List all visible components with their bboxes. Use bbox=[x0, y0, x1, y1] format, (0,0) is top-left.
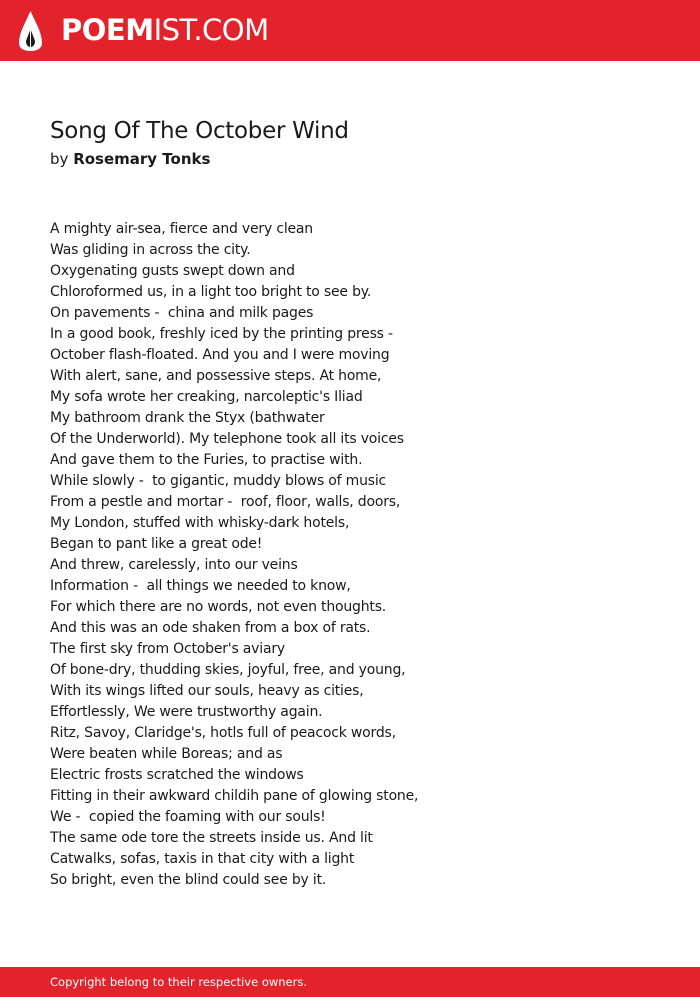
poem-line: Of bone-dry, thudding skies, joyful, free, and young, bbox=[50, 662, 406, 678]
poem-line: My bathroom drank the Styx (bathwater bbox=[50, 410, 325, 426]
poem-line: In a good book, freshly iced by the printing press - bbox=[50, 326, 393, 342]
poem-line: The same ode tore the streets inside us. And lit bbox=[50, 830, 373, 846]
poem-line: Of the Underworld). My telephone took all its voices bbox=[50, 431, 404, 447]
poem-line: Catwalks, sofas, taxis in that city with a light bbox=[50, 851, 355, 867]
byline-label: by bbox=[50, 150, 69, 168]
poem-line: Ritz, Savoy, Claridge's, hotls full of peacock words, bbox=[50, 725, 396, 741]
poem-line: A mighty air-sea, fierce and very clean bbox=[50, 221, 313, 237]
site-logo-text bbox=[61, 13, 269, 47]
poem-byline bbox=[50, 149, 210, 169]
poem-line: We - copied the foaming with our souls! bbox=[50, 809, 326, 825]
poem-line: October flash-floated. And you and I were moving bbox=[50, 347, 390, 363]
poem-line: Chloroformed us, in a light too bright to see by. bbox=[50, 284, 372, 300]
poem-line: My sofa wrote her creaking, narcoleptic's Iliad bbox=[50, 389, 363, 405]
copyright-notice: Copyright belong to their respective owners. bbox=[50, 975, 308, 989]
poem-body bbox=[50, 219, 418, 891]
poem-line: Effortlessly, We were trustworthy again. bbox=[50, 704, 323, 720]
poem-line: My London, stuffed with whisky-dark hotels, bbox=[50, 515, 350, 531]
poem-line: And this was an ode shaken from a box of rats. bbox=[50, 620, 371, 636]
author-name[interactable]: Rosemary Tonks bbox=[73, 150, 211, 168]
poem-line: Began to pant like a great ode! bbox=[50, 536, 263, 552]
poem-line: While slowly - to gigantic, muddy blows of music bbox=[50, 473, 387, 489]
poem-line: So bright, even the blind could see by it. bbox=[50, 872, 327, 888]
poem-line: With its wings lifted our souls, heavy as cities, bbox=[50, 683, 364, 699]
pencil-logo-icon bbox=[18, 10, 43, 52]
poem-line: The first sky from October's aviary bbox=[50, 641, 285, 657]
logo-text-light: IST.COM bbox=[153, 13, 269, 47]
poem-line: From a pestle and mortar - roof, floor, walls, doors, bbox=[50, 494, 401, 510]
poem-line: Fitting in their awkward childih pane of glowing stone, bbox=[50, 788, 419, 804]
poem-line: And threw, carelessly, into our veins bbox=[50, 557, 298, 573]
poem-line: Was gliding in across the city. bbox=[50, 242, 251, 258]
poem-line: Information - all things we needed to know, bbox=[50, 578, 351, 594]
poem-line: Oxygenating gusts swept down and bbox=[50, 263, 295, 279]
site-logo-link[interactable] bbox=[18, 10, 269, 52]
poem-line: For which there are no words, not even thoughts. bbox=[50, 599, 387, 615]
site-footer bbox=[0, 967, 700, 997]
site-header bbox=[0, 0, 700, 61]
poem-line: Were beaten while Boreas; and as bbox=[50, 746, 283, 762]
logo-text-bold: POEM bbox=[61, 13, 154, 47]
poem-title: Song Of The October Wind bbox=[50, 118, 349, 144]
poem-line: With alert, sane, and possessive steps. At home, bbox=[50, 368, 382, 384]
poem-line: And gave them to the Furies, to practise with. bbox=[50, 452, 363, 468]
poem-line: On pavements - china and milk pages bbox=[50, 305, 314, 321]
poem-line: Electric frosts scratched the windows bbox=[50, 767, 304, 783]
